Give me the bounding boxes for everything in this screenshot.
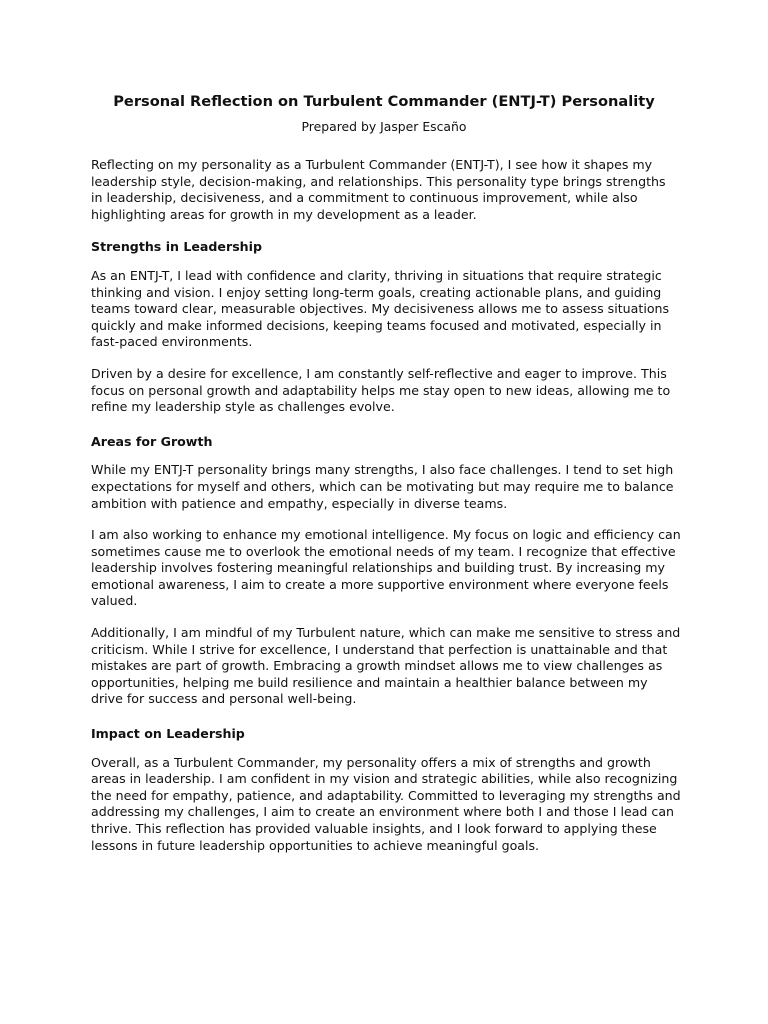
strengths-paragraph-1: As an ENTJ-T, I lead with confidence and clarity, thriving in situations that require strategic thinking and vision. I enjoy setting long-term goals, creating actionable plans, and guiding teams toward clear, measurable objectives. My decisiveness allows me to assess situations quickly and make informed decisions, keeping teams focused and motivated, especially in fast-paced environments. [91,267,670,350]
growth-paragraph-3: Additionally, I am mindful of my Turbulent nature, which can make me sensitive to stress and criticism. While I strive for excellence, I understand that perfection is unattainable and that mistakes are part of growth. Embracing a growth mindset allows me to view challenges as opportunities, helping me build resilience and maintain a healthier balance between my drive for success and personal well-being. [91,625,681,707]
strengths-paragraph-2: Driven by a desire for excellence, I am constantly self-reflective and eager to improve. This focus on personal growth and adaptability helps me stay open to new ideas, allowing me to refine my leadership style as challenges evolve. [91,365,671,415]
document-title: Personal Reflection on Turbulent Commander (ENTJ-T) Personality [113,93,655,110]
impact-paragraph-1: Overall, as a Turbulent Commander, my personality offers a mix of strengths and growth areas in leadership. I am confident in my vision and strategic abilities, while also recognizing the need for empathy, patience, and adaptability. Committed to leveraging my strengths and addressing my challenges, I aim to create an environment where both I and those I lead can thrive. This reflection has provided valuable insights, and I look forward to applying these lessons in future leadership opportunities to achieve meaningful goals. [91,754,681,853]
section-heading-strengths: Strengths in Leadership [91,239,262,255]
section-heading-growth: Areas for Growth [91,433,213,449]
intro-paragraph: Reflecting on my personality as a Turbulent Commander (ENTJ-T), I see how it shapes my leadership style, decision-making, and relationships. This personality type brings strengths in leadership, decisiveness, and a commitment to continuous improvement, while also highlighting areas for growth in my development as a leader. [91,157,666,222]
growth-paragraph-1: While my ENTJ-T personality brings many strengths, I also face challenges. I tend to set high expectations for myself and others, which can be motivating but may require me to balance ambition with patience and empathy, especially in diverse teams. [91,462,674,511]
growth-paragraph-2: I am also working to enhance my emotional intelligence. My focus on logic and efficiency can sometimes cause me to overlook the emotional needs of my team. I recognize that effective leadership involves fostering meaningful relationships and building trust. By increasing my emotional awareness, I aim to create a more supportive environment where everyone feels valued. [91,527,681,609]
document-body [91,157,681,869]
document-byline: Prepared by Jasper Escaño [301,119,467,134]
section-heading-impact: Impact on Leadership [91,726,245,742]
